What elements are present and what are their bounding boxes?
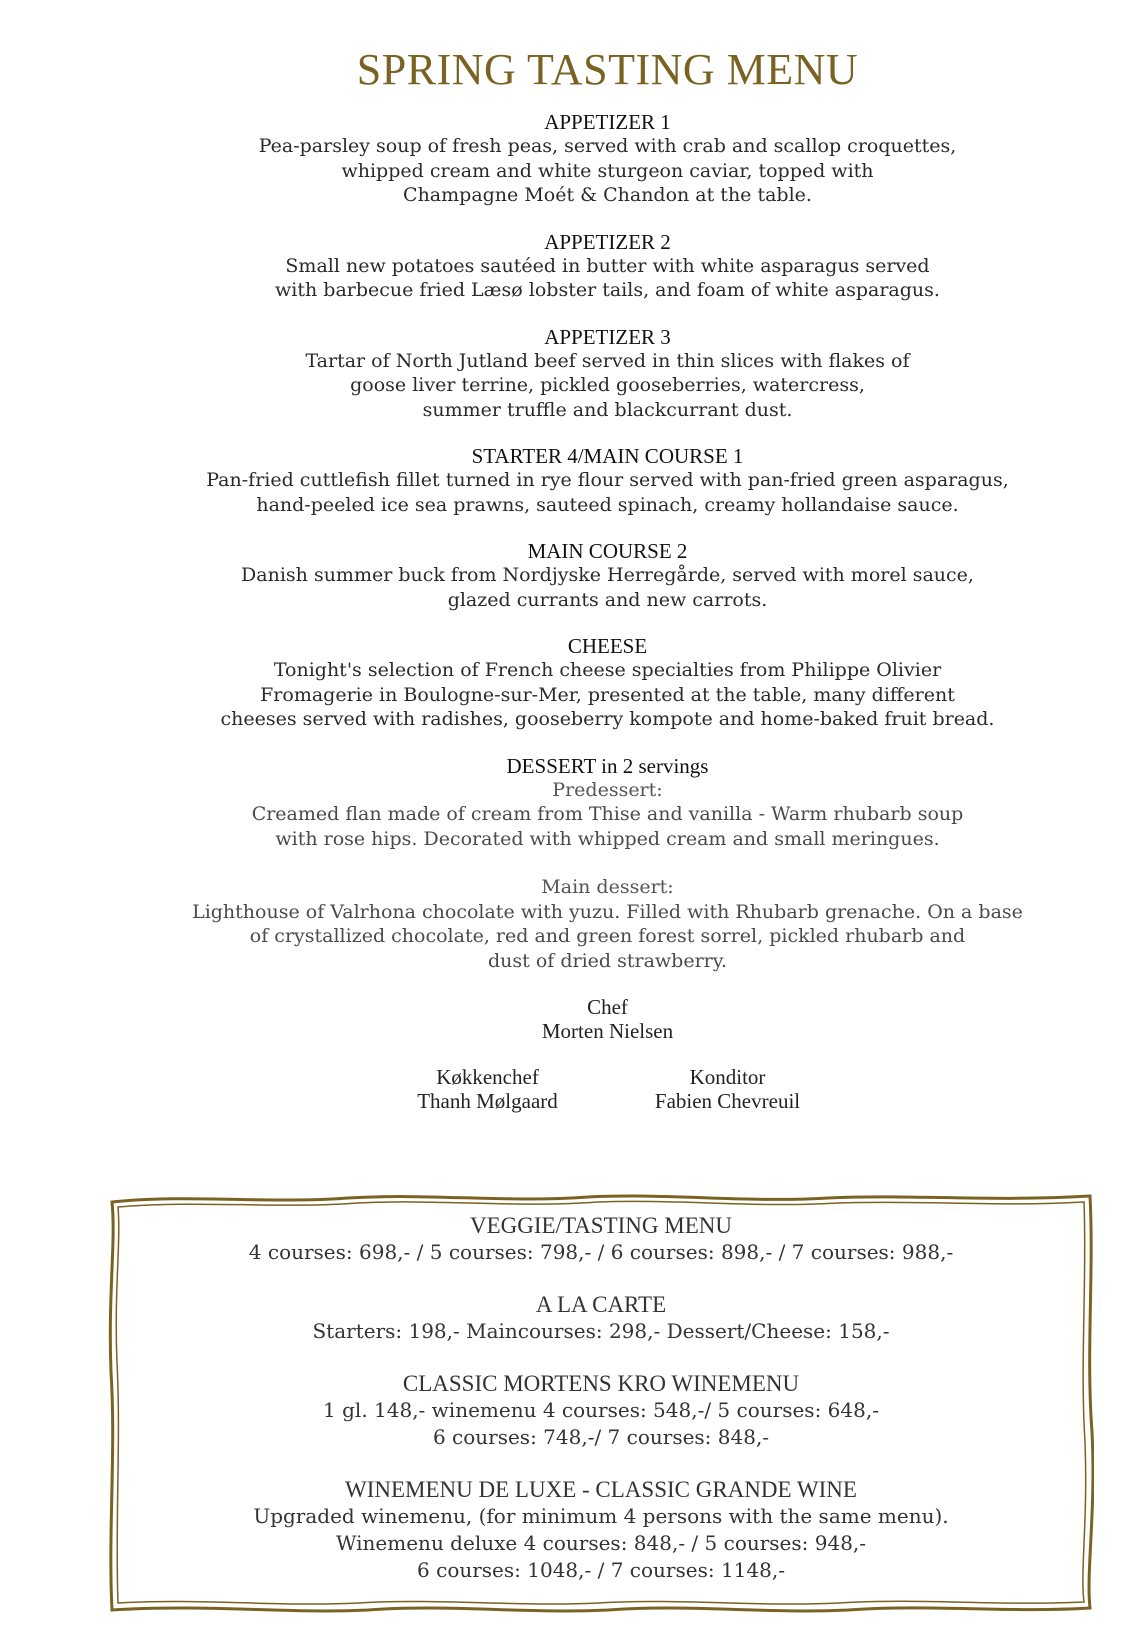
main-dessert-description-line: dust of dried strawberry. bbox=[488, 949, 727, 972]
course-description-line: Small new potatoes sautéed in butter with white asparagus served bbox=[285, 254, 930, 277]
price-line: 1 gl. 148,- winemenu 4 courses: 548,-/ 5 courses: 648,- bbox=[323, 1398, 879, 1422]
course-section bbox=[0, 230, 1125, 303]
chef-credit bbox=[0, 995, 1125, 1043]
price-heading: VEGGIE/TASTING MENU bbox=[470, 1213, 732, 1238]
price-section bbox=[108, 1370, 1094, 1451]
price-line: 6 courses: 1048,- / 7 courses: 1148,- bbox=[417, 1558, 785, 1582]
course-section bbox=[0, 325, 1125, 423]
price-heading: CLASSIC MORTENS KRO WINEMENU bbox=[402, 1371, 800, 1396]
main-dessert-label: Main dessert: bbox=[541, 876, 674, 898]
spacer bbox=[0, 851, 1125, 875]
price-heading: A LA CARTE bbox=[535, 1292, 667, 1317]
course-description-line: Pan-fried cuttlefish fillet turned in rye flour served with pan-fried green asparagus, bbox=[206, 469, 1009, 491]
predessert-description-line: Creamed flan made of cream from Thise and vanilla - Warm rhubarb soup bbox=[251, 803, 964, 825]
price-line: Winemenu deluxe 4 courses: 848,- / 5 courses: 948,- bbox=[335, 1531, 867, 1555]
chef-name: Morten Nielsen bbox=[541, 1019, 674, 1043]
staff-name: Thanh Mølgaard bbox=[417, 1089, 558, 1113]
predessert-label: Predessert: bbox=[552, 778, 663, 801]
price-line: 6 courses: 748,-/ 7 courses: 848,- bbox=[432, 1425, 770, 1449]
price-line: Starters: 198,- Maincourses: 298,- Dessert/Cheese: 158,- bbox=[312, 1319, 890, 1343]
course-description-line: Danish summer buck from Nordjyske Herregårde, served with morel sauce, bbox=[241, 564, 974, 586]
course-heading: STARTER 4/MAIN COURSE 1 bbox=[471, 444, 744, 468]
course-section bbox=[0, 634, 1125, 732]
course-description-line: cheeses served with radishes, gooseberry kompote and home-baked fruit bread. bbox=[220, 708, 995, 730]
course-section bbox=[0, 110, 1125, 208]
price-section bbox=[108, 1212, 1094, 1266]
menu-title: SPRING TASTING MENU bbox=[356, 45, 859, 94]
staff-credits bbox=[0, 1065, 1125, 1113]
course-description-line: glazed currants and new carrots. bbox=[447, 588, 768, 611]
course-description-line: whipped cream and white sturgeon caviar, topped with bbox=[341, 159, 874, 182]
course-heading: MAIN COURSE 2 bbox=[527, 539, 688, 563]
course-description-line: with barbecue fried Læsø lobster tails, and foam of white asparagus. bbox=[275, 279, 940, 301]
staff-role: Konditor bbox=[689, 1065, 766, 1089]
staff-role: Køkkenchef bbox=[436, 1065, 539, 1089]
course-description-line: summer truffle and blackcurrant dust. bbox=[422, 398, 793, 421]
predessert-description-line: with rose hips. Decorated with whipped cream and small meringues. bbox=[275, 827, 940, 850]
course-description-line: goose liver terrine, pickled gooseberries, watercress, bbox=[350, 374, 865, 396]
course-heading: CHEESE bbox=[567, 634, 648, 658]
course-heading: APPETIZER 1 bbox=[544, 110, 671, 134]
dessert-section bbox=[0, 754, 1125, 974]
course-description-line: hand-peeled ice sea prawns, sauteed spinach, creamy hollandaise sauce. bbox=[256, 493, 959, 516]
course-section bbox=[0, 444, 1125, 517]
price-list bbox=[108, 1212, 1094, 1609]
price-line: Upgraded winemenu, (for minimum 4 persons with the same menu). bbox=[253, 1504, 949, 1528]
price-heading: WINEMENU DE LUXE - CLASSIC GRANDE WINE bbox=[345, 1477, 857, 1502]
staff-credit bbox=[638, 1065, 818, 1113]
course-section bbox=[0, 539, 1125, 612]
staff-credit bbox=[398, 1065, 578, 1113]
course-heading: APPETIZER 3 bbox=[544, 324, 671, 349]
price-line: 4 courses: 698,- / 5 courses: 798,- / 6 courses: 898,- / 7 courses: 988,- bbox=[248, 1240, 954, 1264]
price-section bbox=[108, 1476, 1094, 1584]
course-description-line: Fromagerie in Boulogne-sur-Mer, presented at the table, many different bbox=[260, 683, 955, 706]
staff-name: Fabien Chevreuil bbox=[654, 1089, 801, 1113]
course-description-line: Tartar of North Jutland beef served in thin slices with flakes of bbox=[305, 349, 910, 372]
course-description-line: Champagne Moét & Chandon at the table. bbox=[403, 184, 812, 206]
course-description-line: Pea-parsley soup of fresh peas, served with crab and scallop croquettes, bbox=[258, 135, 957, 157]
price-box bbox=[108, 1192, 1094, 1614]
course-list bbox=[0, 110, 1125, 1113]
course-heading: APPETIZER 2 bbox=[544, 229, 671, 254]
price-section bbox=[108, 1291, 1094, 1345]
chef-role: Chef bbox=[587, 995, 628, 1019]
main-dessert-description-line: of crystallized chocolate, red and green forest sorrel, pickled rhubarb and bbox=[249, 925, 966, 947]
main-dessert-description-line: Lighthouse of Valrhona chocolate with yuzu. Filled with Rhubarb grenache. On a base bbox=[192, 900, 1023, 923]
dessert-heading: DESSERT in 2 servings bbox=[506, 753, 709, 778]
course-description-line: Tonight's selection of French cheese specialties from Philippe Olivier bbox=[273, 659, 942, 681]
